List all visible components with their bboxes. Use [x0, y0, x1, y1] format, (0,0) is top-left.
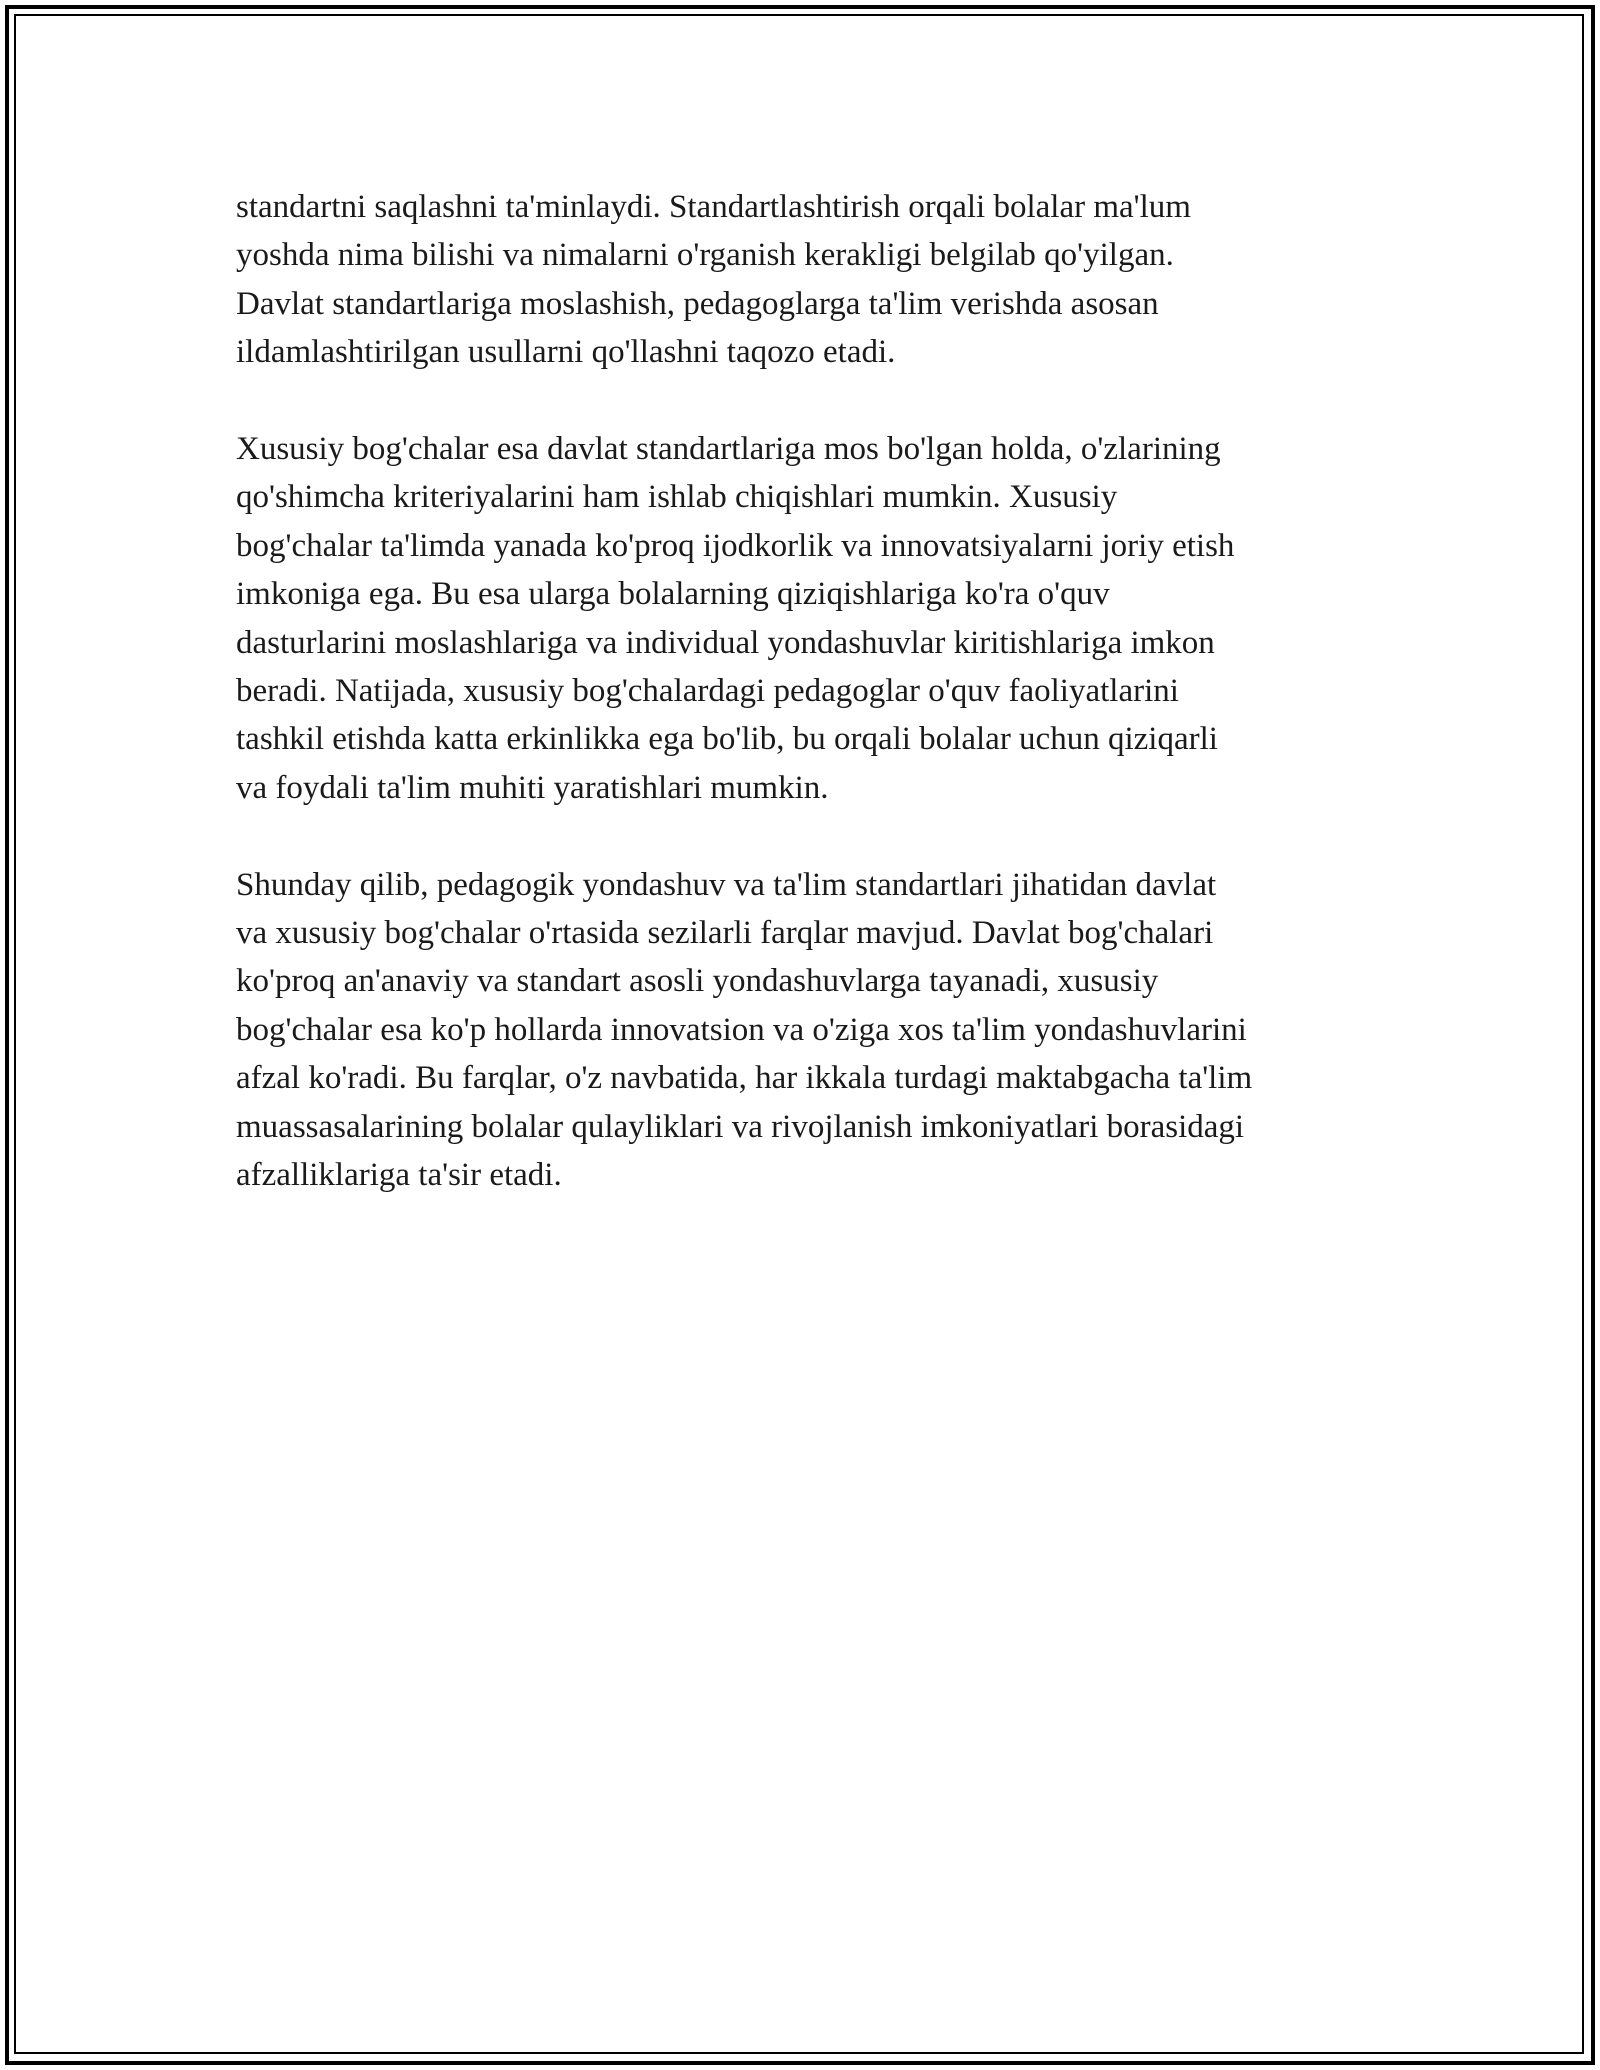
text-line: tashkil etishda katta erkinlikka ega bo'lib, bu orqali bolalar uchun qiziqarli — [236, 721, 1218, 758]
text-line: standartni saqlashni ta'minlaydi. Standartlashtirish orqali bolalar ma'lum — [236, 189, 1191, 225]
document-body — [236, 183, 1376, 1248]
text-line: ildamlashtirilgan usullarni qo'llashni taqozo etadi. — [236, 334, 896, 371]
text-line: afzalliklariga ta'sir etadi. — [236, 1157, 562, 1194]
text-line: imkoniga ega. Bu esa ularga bolalarning qiziqishlariga ko'ra o'quv — [236, 576, 1110, 613]
text-line: yoshda nima bilishi va nimalarni o'rganish kerakligi belgilab qo'yilgan. — [236, 237, 1174, 274]
text-line: beradi. Natijada, xususiy bog'chalardagi pedagoglar o'quv faoliyatlarini — [236, 673, 1179, 710]
text-line: Davlat standartlariga moslashish, pedagoglarga ta'lim verishda asosan — [236, 285, 1159, 322]
text-line: va foydali ta'lim muhiti yaratishlari mumkin. — [236, 769, 829, 806]
paragraph-1 — [236, 183, 1376, 377]
text-line: Xususiy bog'chalar esa davlat standartlariga mos bo'lgan holda, o'zlarining — [236, 431, 1221, 468]
text-line: afzal ko'radi. Bu farqlar, o'z navbatida, har ikkala turdagi maktabgacha ta'lim — [236, 1060, 1253, 1097]
text-line: bog'chalar ta'limda yanada ko'proq ijodkorlik va innovatsiyalarni joriy etish — [236, 527, 1235, 564]
text-line: bog'chalar esa ko'p hollarda innovatsion va o'ziga xos ta'lim yondashuvlarini — [236, 1011, 1247, 1048]
text-line: dasturlarini moslashlariga va individual yondashuvlar kiritishlariga imkon — [236, 624, 1215, 661]
text-line: muassasalarining bolalar qulayliklari va rivojlanish imkoniyatlari borasidagi — [236, 1108, 1245, 1145]
text-line: ko'proq an'anaviy va standart asosli yondashuvlarga tayanadi, xususiy — [236, 963, 1159, 1000]
paragraph-3 — [236, 861, 1376, 1200]
text-line: va xususiy bog'chalar o'rtasida sezilarli farqlar mavjud. Davlat bog'chalari — [236, 915, 1214, 952]
text-line: Shunday qilib, pedagogik yondashuv va ta'lim standartlari jihatidan davlat — [236, 866, 1217, 903]
text-line: qo'shimcha kriteriyalarini ham ishlab chiqishlari mumkin. Xususiy — [236, 479, 1118, 516]
paragraph-2 — [236, 425, 1376, 812]
